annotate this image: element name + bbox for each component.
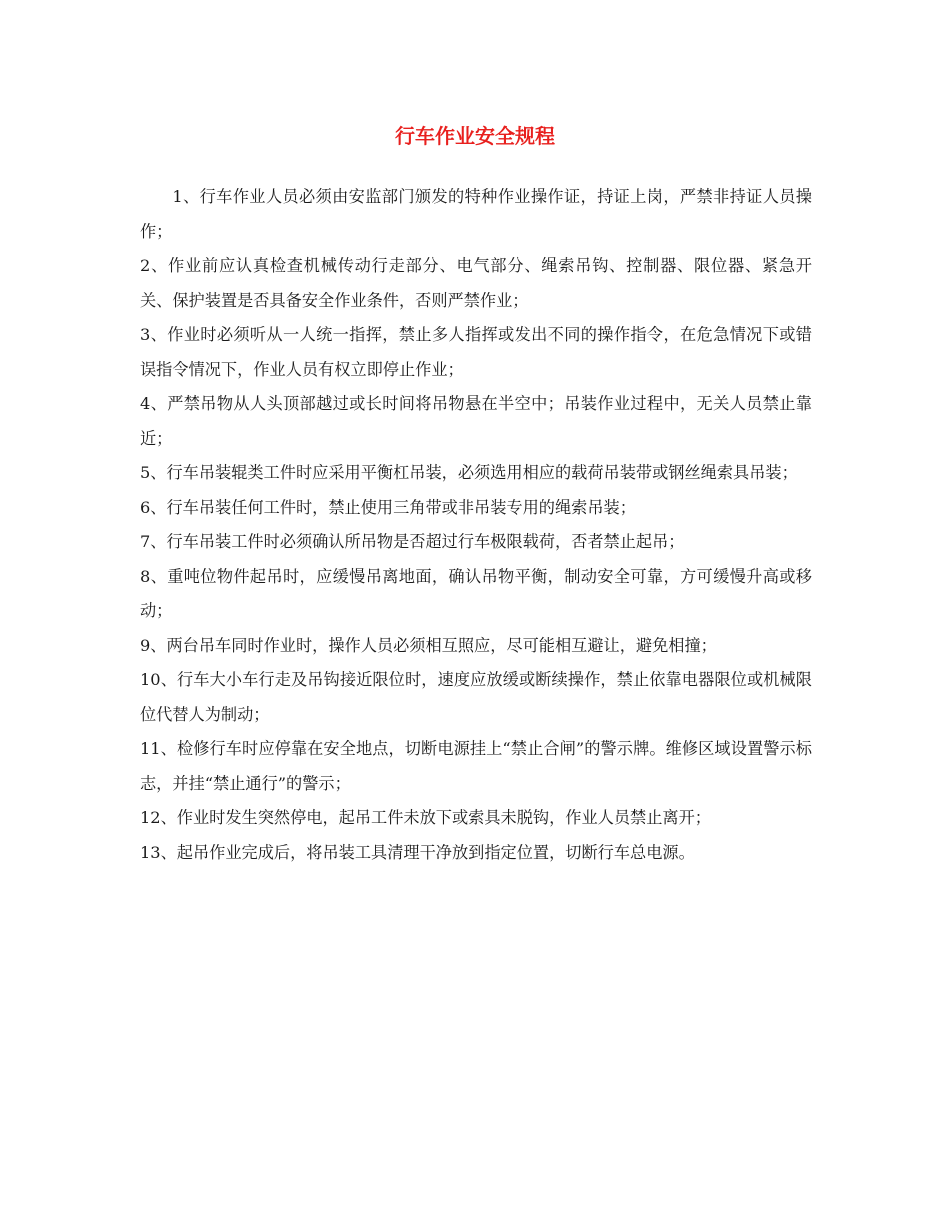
clause-2: 2、作业前应认真检查机械传动行走部分、电气部分、绳索吊钩、控制器、限位器、紧急开关、保护装置是否具备安全作业条件，否则严禁作业； bbox=[140, 256, 812, 310]
clause-list bbox=[140, 180, 812, 870]
clause-13: 13、起吊作业完成后，将吊装工具清理干净放到指定位置，切断行车总电源。 bbox=[140, 842, 695, 862]
clause-8: 8、重吨位物件起吊时，应缓慢吊离地面，确认吊物平衡，制动安全可靠，方可缓慢升高或移动； bbox=[140, 566, 812, 620]
document-title: 行车作业安全规程 bbox=[395, 124, 555, 148]
clause-10: 10、行车大小车行走及吊钩接近限位时，速度应放缓或断续操作，禁止依靠电器限位或机械限位代替人为制动； bbox=[140, 670, 812, 724]
clause-11: 11、检修行车时应停靠在安全地点，切断电源挂上“禁止合闸”的警示牌。维修区域设置警示标志，并挂“禁止通行”的警示； bbox=[140, 739, 812, 793]
clause-1: 1、行车作业人员必须由安监部门颁发的特种作业操作证，持证上岗，严禁非持证人员操作； bbox=[140, 187, 812, 241]
clause-9: 9、两台吊车同时作业时，操作人员必须相互照应，尽可能相互避让，避免相撞； bbox=[140, 635, 717, 655]
clause-5: 5、行车吊装辊类工件时应采用平衡杠吊装，必须选用相应的载荷吊装带或钢丝绳索具吊装； bbox=[140, 463, 798, 482]
clause-6: 6、行车吊装任何工件时，禁止使用三角带或非吊装专用的绳索吊装； bbox=[140, 497, 636, 517]
clause-4: 4、严禁吊物从人头顶部越过或长时间将吊物悬在半空中；吊装作业过程中，无关人员禁止靠近； bbox=[140, 394, 812, 448]
clause-3: 3、作业时必须听从一人统一指挥，禁止多人指挥或发出不同的操作指令，在危急情况下或错误指令情况下，作业人员有权立即停止作业； bbox=[140, 325, 812, 379]
clause-7: 7、行车吊装工件时必须确认所吊物是否超过行车极限载荷，否者禁止起吊； bbox=[140, 532, 685, 551]
clause-12: 12、作业时发生突然停电，起吊工件未放下或索具未脱钩，作业人员禁止离开； bbox=[140, 808, 711, 827]
